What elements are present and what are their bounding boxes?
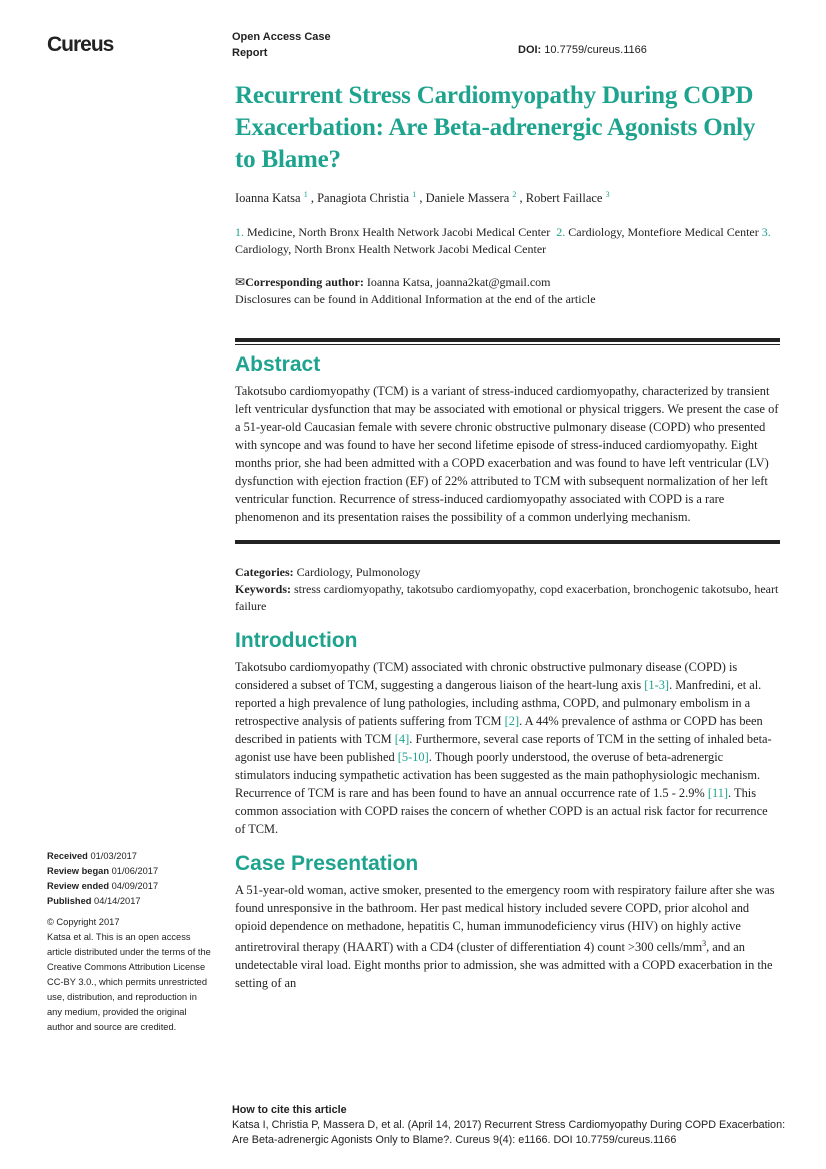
text: Takotsubo cardiomyopathy (TCM) associated with chronic obstructive pulmonary disease (COPD) is considered a subset of TCM, suggesting a dangerous liaison of the heart-lung axis (235, 660, 738, 693)
article-title: Recurrent Stress Cardiomyopathy During COPD Exacerbation: Are Beta-adrenergic Agonists Only to Blame? (235, 82, 756, 173)
cureus-logo: Cureus (47, 33, 114, 56)
corresponding-author (235, 274, 780, 308)
doi-label: DOI: (518, 44, 542, 56)
corr-value[interactable]: Ioanna Katsa, joanna2kat@gmail.com (366, 275, 551, 290)
author[interactable]: Robert Faillace (525, 191, 603, 206)
reference-link[interactable]: [5-10] (397, 750, 429, 765)
affiliations (235, 224, 780, 258)
aff-num: 3. (761, 225, 771, 240)
citation (232, 1103, 792, 1148)
published-date: 04/14/2017 (94, 896, 141, 906)
copyright: © Copyright 2017 (47, 917, 120, 927)
text: A 51-year-old woman, active smoker, presented to the emergency room with respiratory failure after she was found unresponsive in the bathroom. Her past medical history included severe COPD, prior alcohol and opioid dependence on methadone, hepatitis C, human immunodeficiency virus (HIV) on highly active antiretroviral therapy (HAART) with a CD4 (cluster of differentiation 4) count >300 cells/mm (235, 883, 775, 955)
article-main (235, 80, 780, 992)
divider (235, 338, 780, 342)
keywords-label: Keywords: (235, 582, 291, 597)
divider (235, 540, 780, 544)
license-text: Katsa et al. This is an open access article distributed under the terms of the Creative Commons Attribution License CC-BY 3.0., which permits unrestricted use, distribution, and reproduction in any medium, provided the original author and source are credited. (47, 932, 211, 1032)
text: . A 44% prevalence of asthma or COPD has been described in patients with TCM (235, 714, 763, 747)
introduction-text (235, 658, 780, 838)
doi-value[interactable]: 10.7759/cureus.1166 (544, 44, 647, 56)
case-presentation-text (235, 881, 780, 992)
citation-text: Katsa I, Christia P, Massera D, et al. (April 14, 2017) Recurrent Stress Cardiomyopathy During COPD Exacerbation: Are Beta-adrenergic Agonists Only to Blame?. Cureus 9(4): e1166. DOI 10.7759/cureus.1166 (232, 1119, 786, 1146)
text: . This common association with COPD raises the concern of whether COPD is an actual risk factor for recurrence of TCM. (235, 786, 768, 837)
disclosures: Disclosures can be found in Additional Information at the end of the article (235, 292, 596, 307)
citation-heading: How to cite this article (232, 1104, 347, 1116)
keywords (235, 581, 780, 615)
categories (235, 564, 780, 581)
received-date: 01/03/2017 (90, 851, 137, 861)
published-label: Published (47, 896, 92, 906)
doi (518, 44, 647, 56)
case-presentation-heading: Case Presentation (235, 852, 419, 876)
review-ended-date: 04/09/2017 (111, 881, 159, 891)
reference-link[interactable]: [4] (394, 732, 410, 747)
text: , and an undetectable viral load. Eight months prior to admission, she was admitted with a COPD exacerbation in the setting of an (235, 940, 773, 991)
aff-num: 2. (556, 225, 566, 240)
text: . Manfredini, et al. reported a high prevalence of lung pathologies, including asthma, COPD, and pulmonary embolism in a retrospective analysis of patients suffering from TCM (235, 678, 762, 729)
author-sup: 1 (303, 190, 308, 199)
author-list: Ioanna Katsa $^1$ , Panagiota Christia $^1$ , Daniele Massera $^2$ , Robert Faillace $^3$ (235, 190, 610, 206)
article-type: Open Access Case Report (232, 31, 331, 59)
author-sup: 2 (512, 190, 517, 199)
author[interactable]: Ioanna Katsa (235, 191, 301, 206)
author[interactable]: Daniele Massera (425, 191, 510, 206)
text: . Though poorly understood, the overuse of beta-adrenergic stimulators inducing sympathetic activation has been suggested as the main pathophysiologic mechanism. Recurrence of TCM is rare and has been found to have an annual occurrence rate of 1.5 - 2.9% (235, 750, 761, 801)
abstract-text: Takotsubo cardiomyopathy (TCM) is a variant of stress-induced cardiomyopathy, characterized by transient left ventricular dysfunction that may be associated with emotional or physical triggers. We present the case of a 51-year-old Caucasian female with severe chronic obstructive pulmonary disease (COPD) who presented with syncope and was found to have her second lifetime episode of stress-induced cardiomyopathy. Eight months prior, she had been admitted with a COPD exacerbation and was found to have left ventricular (LV) dysfunction with ejection fraction (EF) of 22% attributed to TCM with subsequent normalization of her left ventricular function. Recurrence of stress-induced cardiomyopathy associated with COPD is a rare phenomenon and its presentation raises the possibility of a common underlying mechanism. (235, 384, 779, 525)
author-sup: 3 (605, 190, 610, 199)
divider (235, 344, 780, 345)
affiliation: Cardiology, Montefiore Medical Center (568, 225, 759, 240)
affiliation: Cardiology, North Bronx Health Network Jacobi Medical Center (235, 242, 547, 257)
article-sidebar (47, 849, 212, 1035)
review-began-label: Review began (47, 866, 110, 876)
categories-value: Cardiology, Pulmonology (296, 565, 421, 580)
reference-link[interactable]: [1-3] (644, 678, 670, 693)
review-began-date: 01/06/2017 (111, 866, 159, 876)
author[interactable]: Panagiota Christia (317, 191, 410, 206)
abstract-heading: Abstract (235, 353, 321, 377)
text: . Furthermore, several case reports of TCM in the setting of inhaled beta-agonist use have been published (235, 732, 772, 765)
keywords-value: stress cardiomyopathy, takotsubo cardiomyopathy, copd exacerbation, bronchogenic takotsubo, heart failure (235, 582, 779, 614)
received-label: Received (47, 851, 88, 861)
envelope-icon: ✉ (235, 275, 246, 290)
reference-link[interactable]: [2] (504, 714, 520, 729)
affiliation: Medicine, North Bronx Health Network Jacobi Medical Center (247, 225, 551, 240)
introduction-heading: Introduction (235, 629, 358, 653)
reference-link[interactable]: [11] (707, 786, 729, 801)
corr-label: Corresponding author: (245, 275, 364, 290)
aff-num: 1. (235, 225, 244, 240)
review-ended-label: Review ended (47, 881, 110, 891)
categories-label: Categories: (235, 565, 294, 580)
superscript: 3 (702, 939, 707, 949)
author-sup: 1 (412, 190, 417, 199)
